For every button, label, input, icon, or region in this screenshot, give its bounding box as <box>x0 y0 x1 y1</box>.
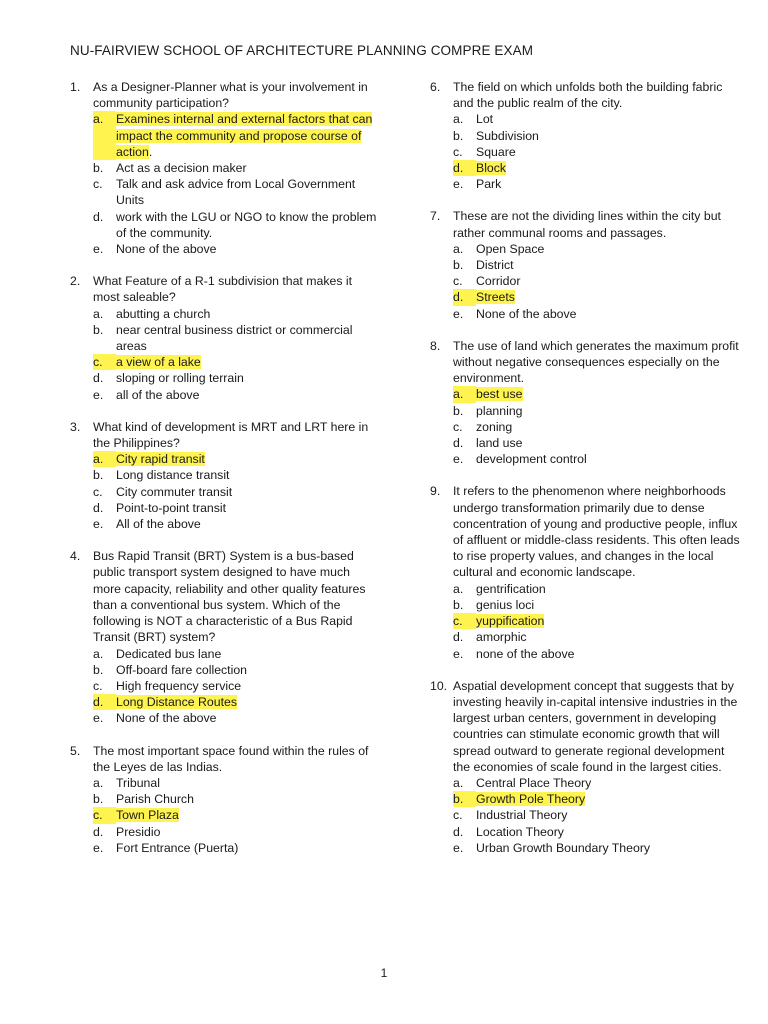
option-item <box>93 678 380 694</box>
option-letter: c. <box>93 177 103 192</box>
option-letter: a. <box>453 241 464 256</box>
question-line <box>430 338 740 387</box>
option-text-wrap <box>116 840 380 856</box>
option-text: Subdivision <box>476 128 539 143</box>
option-text: Off-board fare collection <box>116 662 248 677</box>
question-item <box>70 548 380 726</box>
option-letter: c. <box>93 354 116 370</box>
option-text: None of the above <box>476 306 577 321</box>
option-text-wrap <box>116 387 380 403</box>
option-text-wrap <box>476 613 740 629</box>
option-item <box>93 646 380 662</box>
option-item <box>93 160 380 176</box>
option-suffix: . <box>148 144 153 159</box>
option-text: Square <box>476 144 516 159</box>
question-number: 4. <box>70 549 81 564</box>
question-number: 2. <box>70 274 81 289</box>
option-text-wrap <box>476 273 740 289</box>
option-letter: c. <box>453 144 463 159</box>
option-letter: e. <box>93 840 104 855</box>
option-text-wrap <box>116 209 380 241</box>
option-text-wrap <box>116 467 380 483</box>
option-item <box>453 419 740 435</box>
option-text-wrap <box>476 824 740 840</box>
answer-option <box>453 160 740 176</box>
option-text: Park <box>476 177 502 192</box>
option-text: work with the LGU or NGO to know the problem of the community. <box>116 209 377 240</box>
answer-option <box>453 289 740 305</box>
question-item <box>70 273 380 403</box>
option-text: land use <box>476 436 523 451</box>
option-text: near central business district or commercial areas <box>116 322 353 354</box>
option-text: none of the above <box>476 646 575 661</box>
option-text: Central Place Theory <box>476 775 592 790</box>
option-text-wrap <box>476 840 740 856</box>
question-line <box>430 483 740 580</box>
answer-option <box>453 613 740 629</box>
option-text-wrap <box>476 144 740 160</box>
option-text-wrap <box>116 807 380 823</box>
question-line <box>430 208 740 240</box>
question-item <box>430 208 740 321</box>
option-item <box>453 111 740 127</box>
question-line <box>430 678 740 775</box>
option-text: genius loci <box>476 597 535 612</box>
option-item <box>453 451 740 467</box>
option-letter: d. <box>453 824 464 839</box>
question-number: 8. <box>430 338 441 353</box>
option-letter: c. <box>453 613 476 629</box>
option-letter: a. <box>93 306 104 321</box>
option-text: Location Theory <box>476 824 564 839</box>
option-item <box>453 435 740 451</box>
option-text: gentrification <box>476 581 546 596</box>
option-item <box>453 775 740 791</box>
option-text-wrap <box>116 484 380 500</box>
option-letter: d. <box>453 289 476 305</box>
answer-highlight: Block <box>476 161 507 176</box>
option-item <box>93 176 380 208</box>
option-letter: c. <box>93 484 103 499</box>
option-letter: b. <box>93 662 104 677</box>
question-text: As a Designer-Planner what is your involvement in community participation? <box>93 80 368 111</box>
answer-option <box>93 451 380 467</box>
option-text: Fort Entrance (Puerta) <box>116 840 239 855</box>
option-text-wrap <box>476 128 740 144</box>
question-text: What Feature of a R-1 subdivision that makes it most saleable? <box>93 274 353 305</box>
option-text-wrap <box>116 678 380 694</box>
option-text-wrap <box>476 597 740 613</box>
option-text: None of the above <box>116 242 217 257</box>
option-item <box>453 646 740 662</box>
option-text-wrap <box>476 646 740 662</box>
option-item <box>93 824 380 840</box>
option-letter: e. <box>93 242 104 257</box>
option-letter: b. <box>453 597 464 612</box>
question-line <box>70 743 380 775</box>
option-text-wrap <box>116 710 380 726</box>
option-text-wrap <box>476 419 740 435</box>
option-item <box>93 370 380 386</box>
question-text: The field on which unfolds both the building fabric and the public realm of the city. <box>453 80 723 111</box>
option-text-wrap <box>116 322 380 354</box>
option-letter: a. <box>93 646 104 661</box>
question-item <box>430 338 740 468</box>
option-letter: e. <box>453 177 464 192</box>
answer-highlight: City rapid transit <box>116 452 205 467</box>
option-text-wrap <box>116 662 380 678</box>
option-text-wrap <box>116 241 380 257</box>
option-text-wrap <box>476 386 740 402</box>
option-text-wrap <box>476 775 740 791</box>
question-text: The most important space found within the rules of the Leyes de las Indias. <box>93 743 369 774</box>
option-text-wrap <box>476 807 740 823</box>
option-text-wrap <box>116 111 380 160</box>
option-letter: c. <box>93 807 116 823</box>
answer-highlight: Growth Pole Theory <box>476 792 586 807</box>
option-letter: d. <box>453 436 464 451</box>
option-item <box>93 791 380 807</box>
question-number: 5. <box>70 743 81 758</box>
option-text: amorphic <box>476 630 527 645</box>
option-letter: d. <box>93 209 104 224</box>
option-text-wrap <box>116 646 380 662</box>
option-text-wrap <box>476 289 740 305</box>
option-text-wrap <box>476 629 740 645</box>
option-letter: b. <box>453 128 464 143</box>
option-item <box>453 824 740 840</box>
answer-highlight: a view of a lake <box>116 355 201 370</box>
answer-highlight: Examines internal and external factors that can impact the community and propose course of action <box>116 112 373 159</box>
option-letter: c. <box>453 419 463 434</box>
question-text: The use of land which generates the maximum profit without negative consequences especially on the environment. <box>453 338 739 386</box>
option-letter: b. <box>93 792 104 807</box>
option-letter: e. <box>453 452 464 467</box>
option-text-wrap <box>116 500 380 516</box>
option-text-wrap <box>476 791 740 807</box>
answer-highlight: Streets <box>476 290 515 305</box>
option-letter: c. <box>453 274 463 289</box>
option-text: development control <box>476 452 587 467</box>
option-text: all of the above <box>116 387 200 402</box>
option-item <box>453 241 740 257</box>
option-text: Dedicated bus lane <box>116 646 222 661</box>
option-letter: b. <box>93 468 104 483</box>
question-item <box>70 743 380 856</box>
question-line <box>70 548 380 645</box>
option-text-wrap <box>476 257 740 273</box>
option-item <box>93 209 380 241</box>
option-text: Urban Growth Boundary Theory <box>476 840 651 855</box>
option-text-wrap <box>476 581 740 597</box>
answer-highlight: Town Plaza <box>116 808 179 823</box>
option-item <box>453 144 740 160</box>
option-letter: c. <box>453 808 463 823</box>
left-column <box>70 79 380 872</box>
option-letter: a. <box>453 581 464 596</box>
option-item <box>93 387 380 403</box>
option-text: abutting a church <box>116 306 211 321</box>
answer-option <box>93 111 380 160</box>
question-number: 7. <box>430 209 441 224</box>
question-number: 10. <box>430 678 448 693</box>
answer-option <box>93 354 380 370</box>
option-letter: c. <box>93 678 103 693</box>
answer-highlight: yuppification <box>476 614 545 629</box>
question-text: What kind of development is MRT and LRT here in the Philippines? <box>93 419 369 451</box>
option-item <box>93 484 380 500</box>
option-item <box>453 306 740 322</box>
option-letter: e. <box>93 711 104 726</box>
option-item <box>453 403 740 419</box>
option-text: Corridor <box>476 274 521 289</box>
option-text: Lot <box>476 112 494 127</box>
option-letter: d. <box>93 500 104 515</box>
option-text-wrap <box>476 111 740 127</box>
option-letter: e. <box>93 387 104 402</box>
option-letter: a. <box>93 451 116 467</box>
option-text: Point-to-point transit <box>116 500 227 515</box>
option-text: zoning <box>476 419 513 434</box>
option-text-wrap <box>116 354 380 370</box>
question-item <box>430 483 740 661</box>
question-text: These are not the dividing lines within the city but rather communal rooms and passages. <box>453 209 721 240</box>
page-number: 1 <box>380 966 388 980</box>
option-item <box>453 128 740 144</box>
option-text: Industrial Theory <box>476 808 568 823</box>
option-item <box>453 176 740 192</box>
option-text: High frequency service <box>116 678 242 693</box>
answer-option <box>453 791 740 807</box>
option-letter: a. <box>453 775 464 790</box>
option-text: Tribunal <box>116 775 160 790</box>
question-line <box>430 79 740 111</box>
answer-option <box>453 386 740 402</box>
option-text: planning <box>476 403 523 418</box>
option-item <box>93 516 380 532</box>
option-text-wrap <box>116 824 380 840</box>
option-text-wrap <box>476 241 740 257</box>
option-item <box>453 257 740 273</box>
option-item <box>453 629 740 645</box>
page-title: NU-FAIRVIEW SCHOOL OF ARCHITECTURE PLANNING COMPRE EXAM <box>70 43 534 58</box>
option-text: Parish Church <box>116 792 194 807</box>
option-letter: b. <box>453 403 464 418</box>
option-item <box>93 322 380 354</box>
option-item <box>93 840 380 856</box>
question-item <box>430 678 740 856</box>
option-letter: b. <box>93 161 104 176</box>
question-text: Aspatial development concept that suggests that by investing heavily in-capital intensive industries in the largest urban centers, government in developing countries can stimulate economic growth that will spread outward to generate regional development the economies of scale found in the largest cities. <box>453 678 738 774</box>
option-text: Open Space <box>476 241 545 256</box>
option-text: District <box>476 258 514 273</box>
option-text-wrap <box>116 306 380 322</box>
question-item <box>70 419 380 532</box>
option-item <box>93 306 380 322</box>
option-text: sloping or rolling terrain <box>116 371 244 386</box>
option-text: Talk and ask advice from Local Government Units <box>116 177 356 208</box>
option-item <box>453 581 740 597</box>
option-item <box>93 662 380 678</box>
option-letter: b. <box>453 258 464 273</box>
option-letter: b. <box>453 791 476 807</box>
question-number: 6. <box>430 80 441 94</box>
option-letter: a. <box>93 111 116 160</box>
option-text-wrap <box>116 791 380 807</box>
question-number: 1. <box>70 80 81 94</box>
option-item <box>93 241 380 257</box>
option-letter: d. <box>93 371 104 386</box>
option-letter: e. <box>93 517 104 532</box>
option-text: Long distance transit <box>116 468 230 483</box>
question-text: It refers to the phenomenon where neighborhoods undergo transformation primarily due to dense concentration of young and productive people, influx of affluent or middle-class residents. This often leads to rise property values, and changes in the local cultural and economic landscape. <box>453 484 740 580</box>
option-letter: e. <box>453 840 464 855</box>
option-item <box>453 840 740 856</box>
right-column <box>430 79 740 872</box>
question-line <box>70 79 380 111</box>
option-letter: e. <box>453 306 464 321</box>
option-text-wrap <box>476 306 740 322</box>
option-text-wrap <box>476 403 740 419</box>
option-letter: b. <box>93 322 104 337</box>
option-item <box>93 500 380 516</box>
option-text-wrap <box>116 694 380 710</box>
option-item <box>453 273 740 289</box>
answer-highlight: best use <box>476 387 523 402</box>
question-number: 3. <box>70 419 81 434</box>
answer-highlight: Long Distance Routes <box>116 695 237 710</box>
option-text-wrap <box>116 370 380 386</box>
question-item <box>430 79 740 192</box>
option-letter: d. <box>453 160 476 176</box>
question-line <box>70 273 380 305</box>
option-text: Presidio <box>116 824 161 839</box>
question-line <box>70 419 380 451</box>
answer-option <box>93 807 380 823</box>
option-text: City commuter transit <box>116 484 233 499</box>
question-number: 9. <box>430 484 441 499</box>
option-letter: d. <box>453 630 464 645</box>
question-text: Bus Rapid Transit (BRT) System is a bus-based public transport system designed to have much more capacity, reliability and other quality features than a conventional bus system. Which of the following is NOT a characteristic of a Bus Rapid Transit (BRT) system? <box>93 549 366 645</box>
option-text: None of the above <box>116 711 217 726</box>
option-text-wrap <box>476 176 740 192</box>
option-letter: a. <box>453 112 464 127</box>
option-text-wrap <box>116 160 380 176</box>
option-text: All of the above <box>116 517 201 532</box>
option-letter: a. <box>453 386 476 402</box>
option-text-wrap <box>476 435 740 451</box>
option-text-wrap <box>476 451 740 467</box>
option-text-wrap <box>116 516 380 532</box>
option-letter: d. <box>93 824 104 839</box>
option-text-wrap <box>476 160 740 176</box>
option-text: Act as a decision maker <box>116 161 247 176</box>
option-item <box>93 710 380 726</box>
option-text-wrap <box>116 176 380 208</box>
option-item <box>453 807 740 823</box>
question-item <box>70 79 380 257</box>
option-letter: e. <box>453 646 464 661</box>
option-letter: d. <box>93 694 116 710</box>
answer-option <box>93 694 380 710</box>
option-text-wrap <box>116 775 380 791</box>
option-item <box>453 597 740 613</box>
option-letter: a. <box>93 775 104 790</box>
option-text-wrap <box>116 451 380 467</box>
option-item <box>93 467 380 483</box>
option-item <box>93 775 380 791</box>
